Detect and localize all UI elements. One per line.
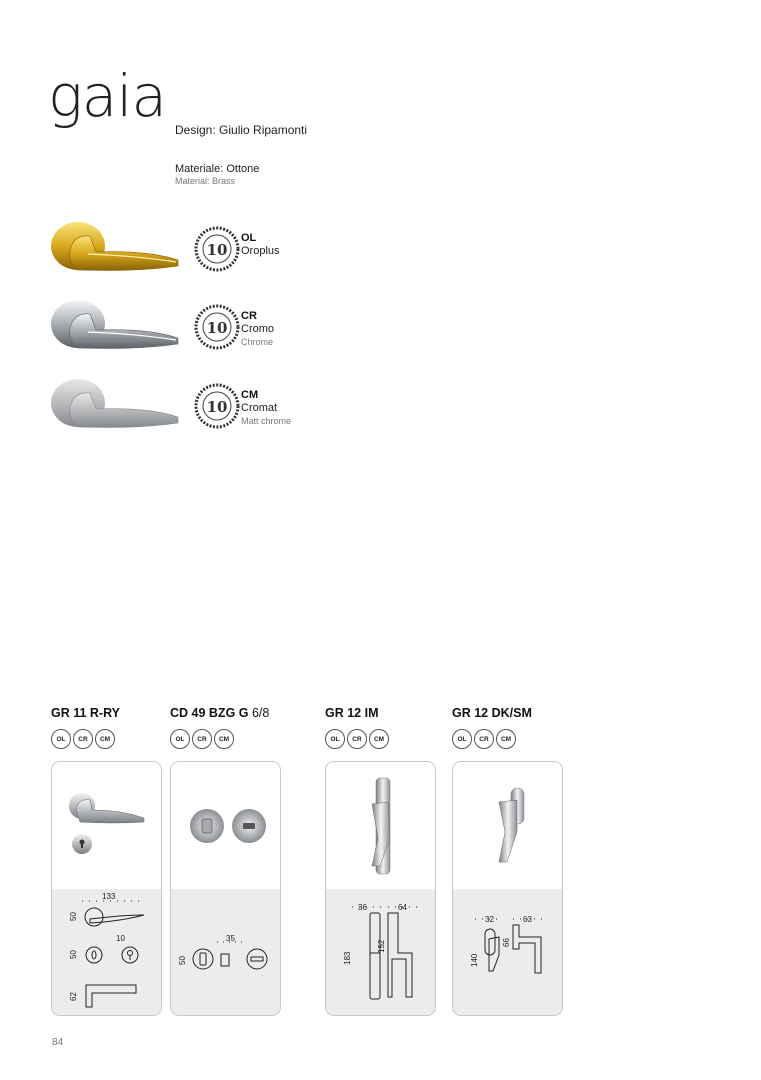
finish-name-en: Chrome — [241, 337, 274, 347]
svg-text:10: 10 — [206, 398, 228, 416]
product-title — [170, 706, 282, 722]
product-title — [325, 706, 437, 722]
dim-label: 66 — [502, 938, 511, 947]
product-title — [452, 706, 564, 722]
svg-text:10: 10 — [206, 241, 228, 259]
finish-chip: CM — [369, 729, 389, 749]
finish-chip: CR — [192, 729, 212, 749]
finish-chip: CR — [474, 729, 494, 749]
dim-label: 32 — [485, 915, 494, 924]
finish-row-cm — [48, 377, 348, 447]
dim-label: 152 — [377, 939, 386, 953]
technical-drawing — [326, 889, 435, 1016]
technical-drawing — [52, 889, 161, 1016]
guarantee-10-icon — [194, 383, 240, 429]
product-gr11 — [51, 706, 163, 1016]
product-card — [452, 761, 563, 1016]
designer-credit: Design: Giulio Ripamonti — [175, 123, 308, 137]
product-photo — [326, 762, 435, 889]
handle-photo-gold — [48, 220, 184, 280]
product-card — [170, 761, 281, 1016]
finish-chip: CM — [214, 729, 234, 749]
collection-title: gaia — [48, 62, 167, 130]
dim-label: 183 — [343, 951, 352, 965]
product-title — [51, 706, 163, 722]
finish-chips — [51, 729, 163, 749]
finish-chip: OL — [325, 729, 345, 749]
product-photo — [453, 762, 562, 889]
dim-label: 63 — [523, 915, 532, 924]
product-photo — [171, 762, 280, 889]
dim-label: 62 — [69, 992, 78, 1001]
svg-text:10: 10 — [206, 319, 228, 337]
finish-chip: OL — [51, 729, 71, 749]
dim-label: 64 — [398, 903, 407, 912]
finish-code: OL — [241, 232, 257, 244]
product-gr12-dk — [452, 706, 564, 1016]
finish-row-cr — [48, 298, 348, 368]
finish-name-en: Matt chrome — [241, 416, 292, 426]
material-info — [175, 163, 259, 186]
product-cd49 — [170, 706, 282, 1016]
material-label-it: Materiale: Ottone — [175, 163, 260, 175]
product-code-suffix: 6/8 — [248, 706, 270, 720]
finish-name-it: Oroplus — [241, 245, 280, 257]
finish-chip: CR — [347, 729, 367, 749]
page-number: 84 — [52, 1037, 64, 1048]
finish-row-ol — [48, 220, 348, 290]
product-code: GR 12 IM — [325, 706, 379, 720]
finish-chip: OL — [452, 729, 472, 749]
product-code: CD 49 BZG G — [170, 706, 249, 720]
guarantee-10-icon — [194, 226, 240, 272]
product-code: GR 11 R-RY — [51, 706, 121, 720]
finish-chips — [170, 729, 282, 749]
product-gr12-im — [325, 706, 437, 1016]
finish-chip: CM — [95, 729, 115, 749]
handle-photo-matt-chrome — [48, 377, 184, 437]
finish-code: CR — [241, 310, 257, 322]
material-label-en: Material: Brass — [175, 176, 236, 186]
finish-chip: CM — [496, 729, 516, 749]
dim-label: 36 — [358, 903, 367, 912]
dim-label: 50 — [69, 950, 78, 959]
handle-photo-chrome — [48, 298, 184, 358]
product-card — [51, 761, 162, 1016]
dim-label: 50 — [69, 912, 78, 921]
technical-drawing — [453, 889, 562, 1016]
technical-drawing — [171, 889, 280, 1016]
finish-chip: CR — [73, 729, 93, 749]
product-card — [325, 761, 436, 1016]
dim-label: 50 — [178, 956, 187, 965]
finish-name-it: Cromo — [241, 323, 275, 335]
product-code: GR 12 DK/SM — [452, 706, 532, 720]
product-photo — [52, 762, 161, 889]
finish-name-it: Cromat — [241, 402, 278, 414]
finish-chips — [325, 729, 437, 749]
finish-code: CM — [241, 389, 259, 401]
finish-chips — [452, 729, 564, 749]
dim-label: 35 — [226, 934, 235, 943]
finish-chip: OL — [170, 729, 190, 749]
guarantee-10-icon — [194, 304, 240, 350]
dim-label: 140 — [470, 953, 479, 967]
dim-label: 10 — [116, 934, 125, 943]
dim-label: 133 — [102, 892, 116, 901]
